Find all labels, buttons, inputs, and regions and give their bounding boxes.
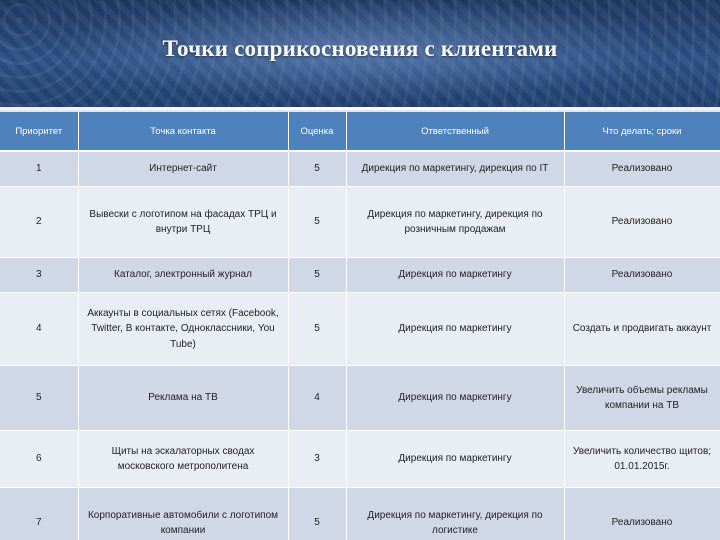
table-row [0, 258, 720, 293]
table-row [0, 366, 720, 431]
cell-contact-point: Каталог, электронный журнал [78, 258, 288, 293]
cell-score: 5 [288, 187, 346, 258]
contact-points-table [0, 112, 720, 540]
cell-action: Реализовано [564, 488, 720, 540]
cell-responsible: Дирекция по маркетингу [346, 258, 564, 293]
cell-score: 5 [288, 258, 346, 293]
cell-action: Реализовано [564, 151, 720, 187]
cell-responsible: Дирекция по маркетингу [346, 293, 564, 366]
cell-contact-point: Корпоративные автомобили с логотипом компании [78, 488, 288, 540]
cell-score: 3 [288, 431, 346, 488]
title-banner [0, 0, 720, 110]
cell-score: 5 [288, 488, 346, 540]
cell-score: 4 [288, 366, 346, 431]
header-contact-point: Точка контакта [78, 112, 288, 151]
cell-priority: 3 [0, 258, 78, 293]
cell-contact-point: Вывески с логотипом на фасадах ТРЦ и внутри ТРЦ [78, 187, 288, 258]
cell-priority: 5 [0, 366, 78, 431]
header-action: Что делать; сроки [564, 112, 720, 151]
cell-action: Реализовано [564, 258, 720, 293]
cell-action: Создать и продвигать аккаунт [564, 293, 720, 366]
cell-responsible: Дирекция по маркетингу, дирекция по IT [346, 151, 564, 187]
table-row [0, 293, 720, 366]
slide-title: Точки соприкосновения с клиентами [162, 36, 558, 61]
cell-priority: 6 [0, 431, 78, 488]
cell-contact-point: Реклама на ТВ [78, 366, 288, 431]
header-priority: Приоритет [0, 112, 78, 151]
table-header-row [0, 112, 720, 151]
table-row [0, 187, 720, 258]
header-score: Оценка [288, 112, 346, 151]
cell-priority: 7 [0, 488, 78, 540]
cell-responsible: Дирекция по маркетингу, дирекция по логистике [346, 488, 564, 540]
cell-action: Реализовано [564, 187, 720, 258]
cell-score: 5 [288, 293, 346, 366]
cell-priority: 1 [0, 151, 78, 187]
table-row [0, 488, 720, 540]
cell-contact-point: Щиты на эскалаторных сводах московского метрополитена [78, 431, 288, 488]
cell-score: 5 [288, 151, 346, 187]
cell-contact-point: Интернет-сайт [78, 151, 288, 187]
cell-responsible: Дирекция по маркетингу, дирекция по розничным продажам [346, 187, 564, 258]
cell-contact-point: Аккаунты в социальных сетях (Facebook, Twitter, В контакте, Одноклассники, You Tube) [78, 293, 288, 366]
cell-responsible: Дирекция по маркетингу [346, 431, 564, 488]
table-row [0, 431, 720, 488]
cell-action: Увеличить количество щитов; 01.01.2015г. [564, 431, 720, 488]
cell-priority: 4 [0, 293, 78, 366]
table-row [0, 151, 720, 187]
header-responsible: Ответственный [346, 112, 564, 151]
cell-responsible: Дирекция по маркетингу [346, 366, 564, 431]
cell-action: Увеличить объемы рекламы компании на ТВ [564, 366, 720, 431]
cell-priority: 2 [0, 187, 78, 258]
